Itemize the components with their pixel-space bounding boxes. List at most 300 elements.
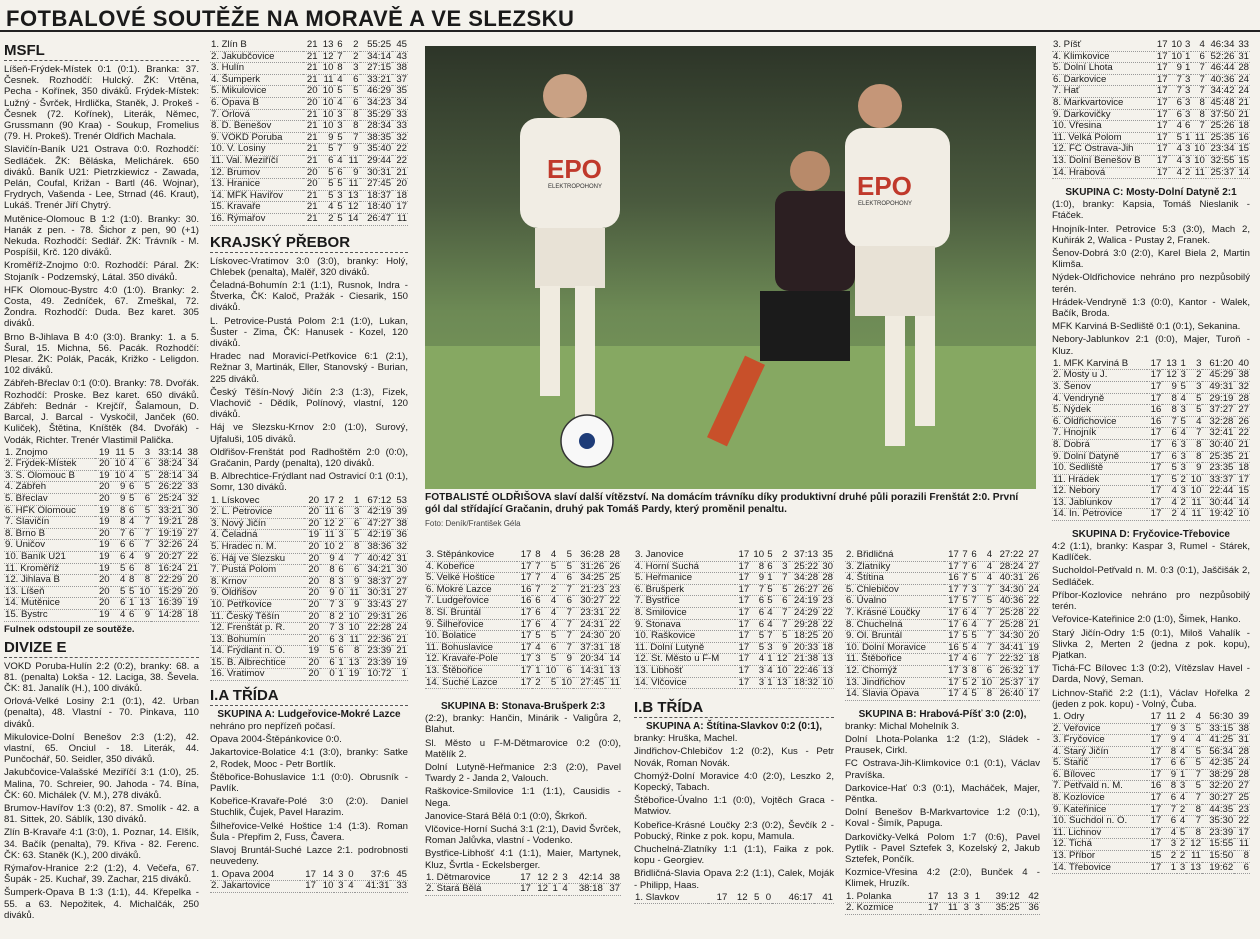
team-cell: 11. Val. Meziříčí	[211, 154, 279, 166]
stat-cell: 2	[971, 676, 977, 688]
stat-cell: 17	[520, 618, 532, 630]
team-cell: 11. Velká Polom	[1053, 131, 1122, 143]
stat-cell: 27	[187, 527, 198, 539]
table-row	[210, 179, 408, 191]
stat-cell: 6	[767, 560, 773, 572]
stat-cell: 17	[520, 676, 532, 688]
table-row	[845, 677, 1040, 689]
team-cell: 2. Frýdek-Místek	[5, 458, 77, 470]
ib-group-b-table-cont	[1052, 40, 1250, 179]
stat-cell: 28:24	[999, 560, 1024, 572]
team-cell: 8. Smilovice	[635, 606, 687, 618]
stat-cell: 11	[348, 154, 359, 166]
stat-cell: 34	[187, 469, 198, 481]
table-row	[425, 884, 621, 896]
stat-cell: 19	[1028, 641, 1039, 653]
team-cell: 12. Frenštát p. R.	[211, 622, 286, 634]
stat-cell: 1	[1180, 357, 1186, 369]
table-row	[210, 155, 408, 167]
stat-cell: 7	[986, 618, 993, 630]
ib-group-a-head: SKUPINA A: Štítina-Slavkov 0:2 (0:1),	[646, 721, 822, 733]
stat-cell: 34:42	[1210, 85, 1235, 97]
stat-cell: 3	[1185, 73, 1191, 85]
stat-cell: 15	[1238, 485, 1249, 497]
team-cell: 7. Orlová	[211, 108, 250, 120]
team-cell: 6. Opava B	[211, 96, 259, 108]
table-row	[210, 576, 408, 588]
stat-cell: 40:36	[1210, 73, 1235, 85]
stat-cell: 45	[396, 868, 407, 880]
table-row	[1052, 769, 1250, 781]
team-cell: 10. Bolatice	[426, 630, 477, 642]
team-cell: 5. Heřmanice	[635, 572, 693, 584]
stat-cell: 41:31	[365, 880, 390, 892]
stat-cell: 8	[119, 504, 126, 516]
stat-cell: 5	[1180, 415, 1186, 427]
stat-cell: 29:31	[367, 610, 392, 622]
stat-cell: 5	[1195, 722, 1201, 734]
stat-cell: 7	[353, 131, 359, 143]
stat-cell: 5	[119, 562, 126, 574]
stat-cell: 8	[329, 610, 335, 622]
stat-cell: 25	[609, 572, 620, 584]
stat-cell: 20	[98, 597, 110, 609]
match-report: Hradec nad Moravicí-Petřkovice 6:1 (2:1), Režnar 3, Martinák, Eller, Stanovský - Burian, 225 diváků.	[210, 351, 408, 385]
stat-cell: 9	[119, 481, 126, 493]
stat-cell: 28	[609, 550, 620, 560]
stat-cell: 6	[337, 166, 343, 178]
stat-cell: 25:37	[1210, 166, 1235, 178]
stat-cell: 17	[1156, 166, 1168, 178]
team-cell: 7. Ludgeřovice	[426, 595, 489, 607]
team-cell: 13. Libhošť	[635, 664, 683, 676]
table-row	[845, 619, 1040, 631]
stat-cell: 34	[187, 458, 198, 470]
team-cell: 11. Hrádek	[1053, 473, 1100, 485]
match-report: 4:2 (1:1), branky: Kaspar 3, Rumel - Stárek, Kadlíček.	[1052, 541, 1250, 564]
table-row	[210, 63, 408, 75]
stat-cell: 4	[1195, 734, 1201, 746]
stat-cell: 20	[308, 540, 320, 552]
stat-cell: 7	[535, 560, 541, 572]
stat-cell: 7	[566, 630, 572, 642]
stat-cell: 6	[1170, 757, 1177, 769]
match-report: HFK Olomouc-Bystrc 4:0 (1:0). Branky: 2. Costa, 49. Zedníček, 67. Zmeškal, 72. Žondra. Rozhodčí: Duda. Bez karet. 305 diváků.	[4, 284, 199, 330]
stat-cell: 42:19	[367, 506, 392, 518]
stat-cell: 13	[347, 189, 359, 201]
stat-cell: 7	[1170, 803, 1177, 815]
team-cell: 10. Baník U21	[5, 551, 66, 563]
stat-cell: 4	[1176, 120, 1182, 132]
stat-cell: 21	[396, 645, 407, 657]
match-report: Brno B-Jihlava B 4:0 (3:0). Branky: 1. a 5. Šural, 15. Michna, 56. Pacák. Rozhodčí: Plesar. ŽK: Polák, Pacák, Križko - Leligdon. 102 diváků.	[4, 331, 199, 377]
table-row	[210, 611, 408, 623]
stat-cell: 17	[927, 902, 939, 914]
match-report: Darkovičky-Velká Polom 1:7 (0:6), Pavel Pytlík - Pavel Sztefek 3, Kozelský 2, Jakub Sztefek, Pončík.	[845, 831, 1040, 865]
match-report: Břidličná-Slavia Opava 2:2 (1:1), Calek, Moják - Philipp, Haas.	[634, 868, 834, 891]
ib-group-b-reports	[845, 721, 1040, 890]
stat-cell: 38	[396, 62, 407, 74]
match-report: Hrádek-Vendryně 1:3 (0:0), Kantor - Walek, Bačík, Broda.	[1052, 296, 1250, 319]
stat-cell: 7	[767, 630, 773, 642]
stat-cell: 22:46	[794, 664, 819, 676]
table-row	[4, 563, 199, 575]
stat-cell: 9	[566, 653, 572, 665]
stat-cell: 17	[948, 560, 959, 572]
stat-cell: 5	[129, 585, 135, 597]
stat-cell: 3	[1196, 357, 1202, 369]
stat-cell: 6	[338, 645, 344, 657]
table-row	[634, 596, 834, 608]
stat-cell: 22	[1028, 606, 1039, 618]
stat-cell: 9	[758, 572, 765, 584]
team-cell: 14. Hrabová	[1053, 166, 1106, 178]
stat-cell: 46:34	[1210, 40, 1235, 50]
stat-cell: 17	[1028, 676, 1039, 688]
stat-cell: 3	[353, 62, 359, 74]
stat-cell: 3	[963, 902, 969, 914]
stat-cell: 21	[306, 120, 318, 132]
stat-cell: 9	[353, 143, 359, 155]
stat-cell: 5	[119, 585, 126, 597]
msfl-note: Fulnek odstoupil ze soutěže.	[4, 623, 135, 635]
table-row	[1052, 451, 1250, 463]
stat-cell: 18	[822, 641, 833, 653]
team-cell: 6. Bílovec	[1053, 768, 1096, 780]
stat-cell: 5	[337, 201, 343, 213]
stat-cell: 13	[947, 890, 958, 902]
team-cell: 1. Opava 2004	[211, 868, 274, 880]
stat-cell: 34:30	[999, 630, 1024, 642]
match-report: Kobeřice-Kravaře-Polé 3:0 (2:0). Daniel Stuchlik, Čujek, Pavel Harazim.	[210, 796, 408, 819]
table-row	[845, 903, 1040, 915]
match-report: Chuchelná-Zlatníky 1:1 (1:1), Faika z pok. kopu - Georgiev.	[634, 843, 834, 867]
section-title-ia-trida: I.A TŘÍDA	[210, 687, 408, 706]
stat-cell: 20	[308, 622, 320, 634]
stat-cell: 28	[1238, 62, 1249, 74]
stat-cell: 33:21	[367, 73, 392, 85]
match-report: Kozmice-Vřesina 4:2 (2:0), Bunček 4 - Klimek, Hruzík.	[845, 867, 1040, 890]
stat-cell: 18	[1028, 653, 1039, 665]
stat-cell: 26:22	[158, 481, 183, 493]
stat-cell: 15	[1238, 154, 1249, 166]
stat-cell: 35	[822, 550, 833, 560]
stat-cell: 10	[1190, 473, 1202, 485]
stat-cell: 17	[948, 630, 959, 642]
table-row	[210, 86, 408, 98]
stat-cell: 5	[144, 469, 151, 481]
stat-cell: 5	[986, 595, 993, 607]
stat-cell: 17	[1156, 120, 1168, 132]
stat-cell: 33	[396, 880, 407, 892]
table-row	[1052, 63, 1250, 75]
stat-cell: 19	[98, 539, 110, 551]
table-row	[4, 494, 199, 506]
stat-cell: 6	[129, 504, 135, 516]
stat-cell: 30	[822, 560, 833, 572]
stat-cell: 13	[322, 40, 334, 50]
stat-cell: 11	[1190, 850, 1201, 862]
table-row	[634, 631, 834, 643]
stat-cell: 4	[338, 552, 344, 564]
player-left	[520, 74, 620, 431]
stat-cell: 7	[1199, 62, 1205, 74]
stat-cell: 7	[962, 560, 968, 572]
stat-cell: 4	[962, 688, 968, 700]
stat-cell: 3	[1179, 780, 1186, 792]
stat-cell: 22	[396, 143, 407, 155]
stat-cell: 17	[1150, 357, 1162, 369]
stat-cell: 5	[1195, 745, 1201, 757]
stat-cell: 6	[129, 481, 135, 493]
team-cell: 7. Krásné Loučky	[846, 606, 921, 618]
table-row	[845, 561, 1040, 573]
stat-cell: 26	[609, 560, 620, 572]
stat-cell: 8	[1199, 108, 1205, 120]
stat-cell: 24:29	[794, 606, 819, 618]
stat-cell: 15	[1238, 143, 1249, 155]
stat-cell: 30:27	[580, 595, 605, 607]
stat-cell: 4	[119, 574, 126, 586]
table-row	[210, 507, 408, 519]
team-cell: 4. Zábřeh	[5, 481, 47, 493]
stat-cell: 20	[822, 630, 833, 642]
match-report: Chomýž-Dolní Moravice 4:0 (2:0), Leszko 2, Kopecký, Tabach.	[634, 770, 834, 793]
stat-cell: 6	[962, 618, 968, 630]
stat-cell: 16:24	[158, 562, 183, 574]
stat-cell: 31	[396, 552, 407, 564]
table-row	[425, 596, 621, 608]
stat-cell: 17	[520, 653, 532, 665]
team-cell: 13. Bohumín	[211, 633, 266, 645]
stat-cell: 20	[308, 598, 320, 610]
stat-cell: 17	[305, 880, 316, 892]
stat-cell: 32:55	[1210, 154, 1235, 166]
table-row	[1052, 393, 1250, 405]
shirt-sublogo-left: ELEKTROPOHONY	[548, 184, 603, 190]
stat-cell: 5	[971, 630, 977, 642]
stat-cell: 6	[129, 609, 135, 621]
stat-cell: 6	[986, 664, 993, 676]
table-row	[634, 677, 834, 689]
stat-cell: 49:31	[1209, 380, 1234, 392]
ia-group-a-reports	[210, 721, 408, 867]
stat-cell: 16	[1238, 131, 1249, 143]
table-row	[210, 541, 408, 553]
table-row	[1052, 121, 1250, 133]
stat-cell: 22:44	[1209, 485, 1234, 497]
team-cell: 14. In. Petrovice	[1053, 508, 1123, 520]
match-report: Jakubčovice-Valašské Meziříčí 3:1 (1:0), 25. Malina, 70. Schreier, 90. Jahoda - 74. Bína, ČK: 60. Michálek (V. M.), 278 diváků.	[4, 767, 199, 801]
stat-cell: 4	[337, 96, 343, 108]
ib-group-c-head: SKUPINA C: Mosty-Dolní Datyně 2:1	[1065, 187, 1237, 199]
stat-cell: 20	[308, 506, 320, 518]
stat-cell: 20	[308, 610, 320, 622]
stat-cell: 21	[187, 562, 198, 574]
stat-cell: 4	[971, 618, 977, 630]
stat-cell: 3	[338, 633, 344, 645]
stat-cell: 6	[1176, 108, 1182, 120]
stat-cell: 20	[98, 493, 110, 505]
stat-cell: 3	[1185, 96, 1191, 108]
team-cell: 5. Chlebičov	[846, 583, 899, 595]
stat-cell: 10	[322, 85, 334, 97]
stat-cell: 6	[782, 595, 788, 607]
stat-cell: 0	[338, 587, 344, 599]
stat-cell: 5	[550, 630, 557, 642]
stat-cell: 8	[144, 562, 151, 574]
stat-cell: 4	[1176, 154, 1182, 166]
stat-cell: 14	[609, 653, 620, 665]
stat-cell: 17	[520, 550, 532, 560]
table-row	[210, 634, 408, 646]
team-cell: 8. Brno B	[5, 527, 45, 539]
column-msfl	[4, 40, 199, 935]
stat-cell: 37:50	[1210, 108, 1235, 120]
team-cell: 7. Petřvald n. M.	[1053, 780, 1123, 792]
stat-cell: 11	[1194, 166, 1205, 178]
stat-cell: 17	[738, 606, 750, 618]
ib-group-b-head: SKUPINA B: Hrabová-Píšť 3:0 (2:0),	[858, 708, 1027, 720]
table-row	[1052, 746, 1250, 758]
stat-cell: 21	[306, 108, 318, 120]
table-row	[845, 665, 1040, 677]
stat-cell: 25:22	[794, 560, 819, 572]
stat-cell: 7	[566, 618, 572, 630]
stat-cell: 33:21	[158, 504, 183, 516]
stat-cell: 4	[337, 73, 343, 85]
team-cell: 16. Vratimov	[211, 668, 265, 680]
stat-cell: 9	[782, 641, 788, 653]
team-cell: 8. D. Benešov	[211, 120, 272, 132]
stat-cell: 24	[187, 539, 198, 551]
table-row	[210, 623, 408, 635]
team-cell: 12. Nebory	[1053, 485, 1100, 497]
stat-cell: 10	[1171, 40, 1182, 50]
table-row	[210, 121, 408, 133]
match-report: Slavoj Bruntál-Suché Lazce 2:1. podrobnosti neuvedeny.	[210, 845, 408, 868]
stat-cell: 6	[338, 506, 344, 518]
team-cell: 4. Vendryně	[1053, 392, 1105, 404]
stat-cell: 33:14	[158, 446, 183, 458]
stat-cell: 13	[1190, 861, 1201, 873]
stat-cell: 6	[328, 154, 334, 166]
stat-cell: 10	[114, 458, 126, 470]
stat-cell: 4	[129, 516, 135, 528]
stat-cell: 1	[767, 676, 773, 688]
stat-cell: 5	[1195, 757, 1201, 769]
stat-cell: 37:13	[794, 550, 819, 560]
stat-cell: 20	[98, 481, 110, 493]
stat-cell: 20	[308, 494, 320, 506]
stat-cell: 16	[520, 595, 532, 607]
stat-cell: 18	[1238, 462, 1249, 474]
team-cell: 11. Dolní Lutyně	[635, 641, 705, 653]
table-row	[845, 631, 1040, 643]
players-illustration	[425, 46, 1036, 489]
team-cell: 5. Břeclav	[5, 493, 48, 505]
stat-cell: 5	[337, 178, 343, 190]
stat-cell: 23:31	[580, 606, 605, 618]
stat-cell: 22	[609, 618, 620, 630]
stat-cell: 20	[98, 574, 110, 586]
team-cell: 14. Slavia Opava	[846, 688, 920, 700]
stat-cell: 9	[328, 131, 334, 143]
table-row	[210, 599, 408, 611]
table-row	[634, 665, 834, 677]
stat-cell: 21	[306, 212, 318, 224]
table-row	[1052, 40, 1250, 51]
table-row	[210, 669, 408, 681]
stat-cell: 31	[1238, 50, 1249, 62]
table-row	[845, 573, 1040, 585]
match-report: B. Albrechtice-Frýdlant nad Ostravicí 0:1 (0:1), Somr, 130 diváků.	[210, 471, 408, 494]
stat-cell: 40	[1238, 357, 1249, 369]
team-cell: 6. Darkovice	[1053, 73, 1107, 85]
match-report: (1:0), branky: Kapsia, Tomáš Nieslanik - Ftáček.	[1052, 199, 1250, 222]
stat-cell: 9	[1171, 380, 1177, 392]
stat-cell: 2	[535, 676, 541, 688]
stat-cell: 4	[119, 609, 126, 621]
stat-cell: 22	[396, 154, 407, 166]
table-row	[1052, 509, 1250, 521]
stat-cell: 14	[347, 212, 359, 224]
stat-cell: 45:48	[1210, 96, 1235, 108]
table-row	[4, 552, 199, 564]
match-report: Nebory-Jablunkov 2:1 (0:0), Majer, Turoň - Kluz.	[1052, 334, 1250, 357]
stat-cell: 17	[948, 676, 959, 688]
stat-cell: 6	[129, 539, 135, 551]
team-cell: 6. Mokré Lazce	[426, 583, 492, 595]
stat-cell: 13	[609, 664, 620, 676]
table-row	[210, 74, 408, 86]
table-row	[210, 132, 408, 144]
stat-cell: 3	[1180, 404, 1186, 416]
stat-cell: 32	[1238, 380, 1249, 392]
table-row	[1052, 428, 1250, 440]
stat-cell: 17	[738, 618, 750, 630]
match-report: FC Ostrava-Jih-Klimkovice 0:1 (0:1), Václav Pravíška.	[845, 758, 1040, 781]
ib-group-d-table	[1052, 712, 1250, 874]
stat-cell: 17	[324, 494, 335, 506]
stat-cell: 8	[144, 574, 151, 586]
stat-cell: 11	[1191, 496, 1202, 508]
stat-cell: 4	[971, 641, 977, 653]
table-row	[1052, 416, 1250, 428]
stat-cell: 11	[349, 633, 360, 645]
stat-cell: 20	[308, 633, 320, 645]
stat-cell: 32	[187, 493, 198, 505]
stat-cell: 14:28	[158, 609, 183, 621]
table-row	[845, 584, 1040, 596]
stat-cell: 29:19	[1209, 392, 1234, 404]
stat-cell: 21	[1238, 450, 1249, 462]
stat-cell: 3	[767, 641, 773, 653]
stat-cell: 2	[1170, 850, 1177, 862]
stat-cell: 3	[337, 120, 343, 132]
stat-cell: 2	[1179, 710, 1186, 722]
stat-cell: 6	[119, 551, 126, 563]
match-report: Sucholdol-Petřvald n. M. 0:3 (0:1), Jaščišák 2, Sedláček.	[1052, 565, 1250, 588]
stat-cell: 21	[1238, 438, 1249, 450]
stat-cell: 10:72	[367, 668, 392, 680]
table-row	[425, 665, 621, 677]
stat-cell: 21	[306, 189, 318, 201]
match-report: Příbor-Kozlovice nehráno pro nezpůsobilý terén.	[1052, 589, 1250, 613]
stat-cell: 4	[1179, 734, 1186, 746]
team-cell: 11. Štěbořice	[846, 653, 902, 665]
stat-cell: 17	[1150, 838, 1162, 850]
